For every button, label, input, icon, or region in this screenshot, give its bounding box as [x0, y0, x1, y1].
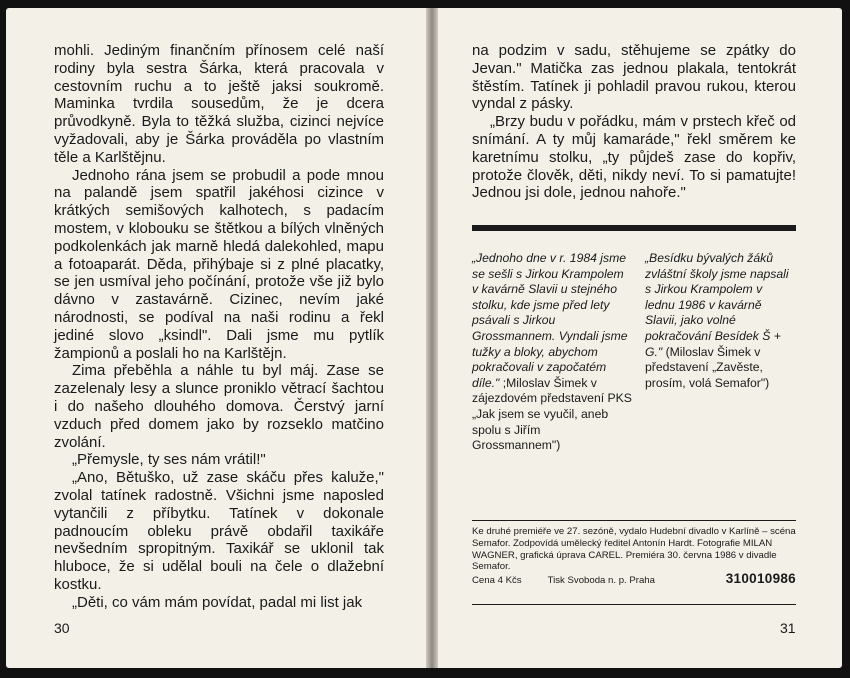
- left-page: [6, 8, 426, 668]
- colophon-rule-bottom: [472, 604, 796, 605]
- page-number-right: 31: [780, 620, 796, 636]
- left-page-body: [54, 42, 384, 612]
- colophon-footer: [472, 573, 796, 587]
- quote-attribution: ;Miloslav Šimek v zájezdovém představení PKS „Jak jsem se vyučil, aneb spolu s Jiřím Grossmannem"): [472, 375, 632, 453]
- paragraph: „Brzy budu v pořádku, mám v prstech křeč od snímání. A ty můj kamaráde," řekl směrem ke karetnímu stolku, „ty půjdeš zase do kopřiv, protože člověk, děti, nikdy neví. To si pamatujte! Jednou jsi dole, jednou nahoře.": [472, 113, 796, 202]
- quote-text: „Jednoho dne v r. 1984 jsme se sešli s Jirkou Krampolem v kavárně Slavii u stejného stolku, kde jsme před lety psávali s Jirkou Grossmannem. Vyndali jsme tužky a bloky, abychom pokračovali v započatém díle.": [472, 251, 628, 390]
- quote-attribution: (Miloslav Šimek v představení „Zavěste, prosím, volá Semafor"): [645, 344, 770, 390]
- right-page: [438, 8, 842, 668]
- catalog-code: 310010986: [725, 571, 796, 587]
- paragraph: „Děti, co vám mám povídat, padal mi list jak: [72, 593, 363, 611]
- book-gutter: [426, 8, 438, 668]
- right-page-body: [472, 42, 796, 202]
- colophon: [472, 526, 796, 587]
- printer: Tisk Svoboda n. p. Praha: [547, 575, 655, 587]
- paragraph: „Ano, Bětuško, už zase skáču přes kaluže," zvolal tatínek radostně. Všichni jsme naposled vytančili z příbytku. Tatínek v dokonale padnoucím obleku právě obdařil taxikáře nevšedním spropitným. Taxikář se uklonil tak hluboce, že si udělal bouli na čele o dlažební kostku.: [54, 469, 384, 593]
- paragraph: Zima přeběhla a náhle tu byl máj. Zase se zazelenaly lesy a slunce proniklo větrací šachtou i do našeho dlouhého domova. Čerstvý jarní vzduch před domem jako by rozseklo matčino zvolání.: [54, 362, 384, 451]
- paragraph: mohli. Jediným finančním přínosem celé naší rodiny byla sestra Šárka, která pracovala v cestovním ruchu a to ještě jaksi soukromě. Maminka tvrdila sousedům, že je dcera průvodkyně. Byla to těžká služba, cizinci nejvíce vyžadovali, aby je Šárka prováděla po vlastním těle a Karlštějnu.: [54, 42, 384, 166]
- paragraph: Jednoho ránа jsem se probudil a pode mnou na palandě jsem spatřil jakéhosi cizince v krátkých semišových kalhotech, s padacím mostem, v klobouku se štětkou a bílých vlněných podkolenkách jak marně hledá dalekohled, mapu a fotoaparát. Děda, přihýbaje si z plné placatky, se jen usmíval jeho počínání, protože vše již bylo dávno v zastavárně. Cizinec, nevím jaké národnosti, se podíval na naši rodinu a řekl jediné slovo „ksindl". Dali jsme mu pytlík žampionů a poslali ho na Karlštějn.: [54, 166, 384, 362]
- colophon-text: Ke druhé premiéře ve 27. sezóně, vydalo Hudební divadlo v Karlíně – scéna Semafor. Zodpovídá umělecký ředitel Antonín Hardt. Fotografie MILAN WAGNER, grafická úprava CAREL. Premiéra 30. června 1986 v divadle Semafor.: [472, 526, 796, 573]
- colophon-rule-top: [472, 520, 796, 521]
- quote-left: [472, 251, 632, 454]
- paragraph: „Přemysle, ty ses nám vrátil!": [72, 451, 266, 469]
- page-number-left: 30: [54, 620, 70, 636]
- section-divider: [472, 225, 796, 231]
- quote-right: [645, 251, 795, 391]
- quote-text: „Besídku bývalých žáků zvláštní školy jsme napsali s Jirkou Krampolem v lednu 1986 v kavárně Slavii, jako volné pokračování Besídek Š + G.": [645, 251, 789, 359]
- paragraph: na podzim v sadu, stěhujeme se zpátky do Jevan." Matička zas jednou plakala, tentokrát štěstím. Tatínek ji pohladil pravou rukou, kterou vyndal z pásky.: [472, 42, 796, 113]
- price: Cena 4 Kčs: [472, 575, 522, 587]
